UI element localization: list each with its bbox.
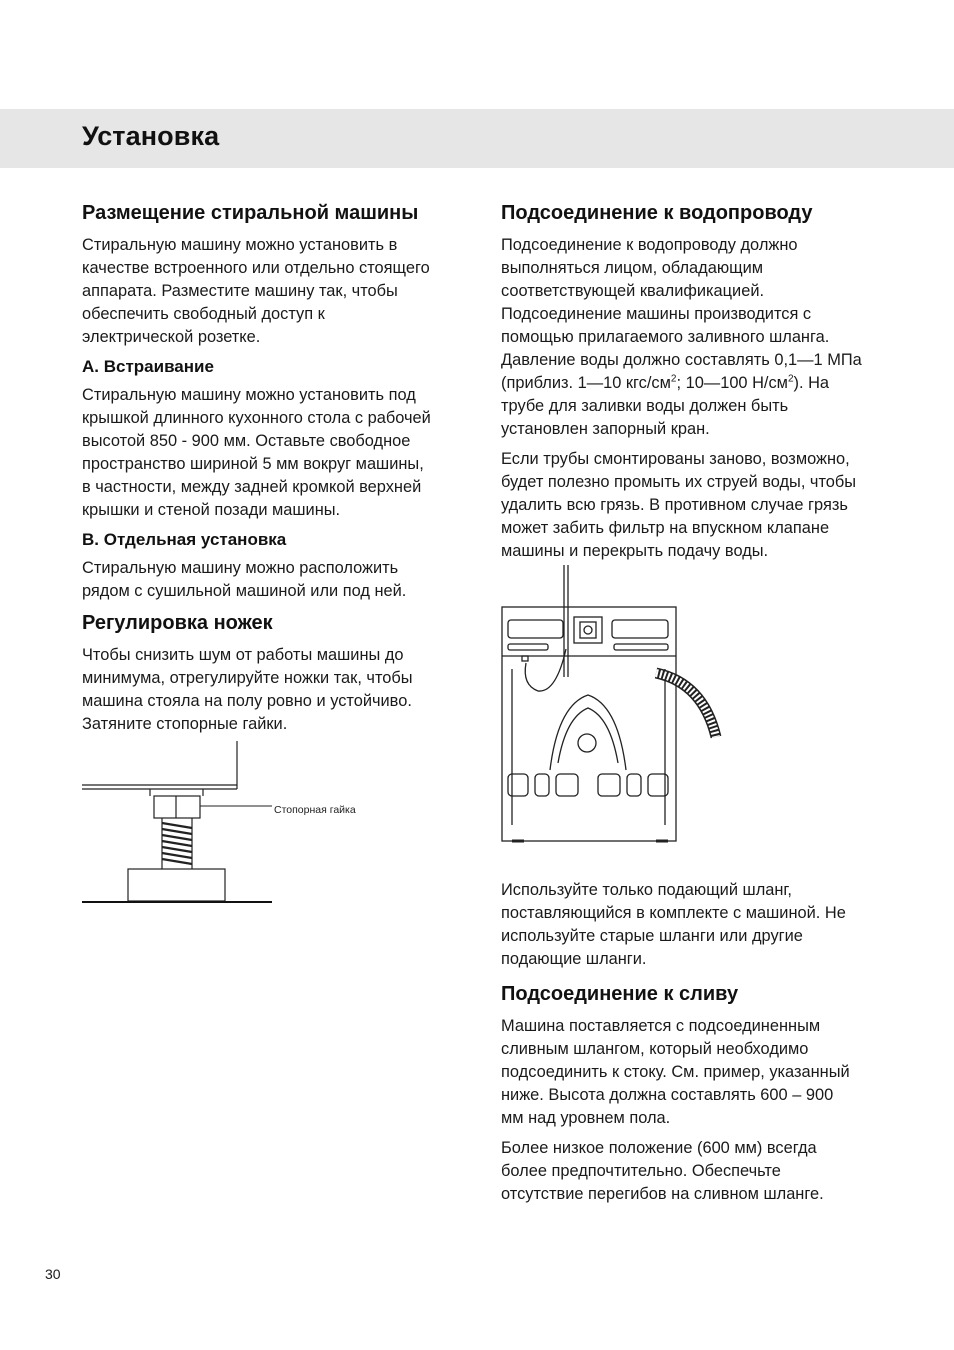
washing-machine-rear-diagram	[498, 565, 728, 850]
left-column	[82, 201, 462, 743]
water-p1-part1: Подсоединение к водопроводу должно выполняться лицом, обладающим соответствующей квалификацией. Подсоединение машины производится с помощью прилагаемого заливного шланга. Давление воды должно составлять 0,1—1 МПа (приблиз. 1—10 кгс/см	[501, 236, 862, 392]
feet-text: Чтобы снизить шум от работы машины до минимума, отрегулируйте ножки так, чтобы машина стояла на полу ровно и устойчиво. Затяните стопорные гайки.	[82, 646, 413, 733]
water-p1-part3: ). На трубе для заливки воды должен быть установлен запорный кран.	[501, 374, 830, 438]
builtin-heading: A. Встраивание	[82, 357, 214, 376]
freestanding-text: Стиральную машину можно расположить рядом с сушильной машиной или под ней.	[82, 559, 407, 600]
water-p1-part2: ; 10—100 Н/см	[676, 374, 788, 392]
placement-heading: Размещение стиральной машины	[82, 202, 419, 224]
drain-paragraph-1: Машина поставляется с подсоединенным сливным шлангом, который необходимо подсоединить к стоку. См. пример, указанный ниже. Высота должна составлять 600 – 900 мм над уровнем пола.	[501, 1017, 850, 1127]
water-paragraph-1	[501, 234, 881, 441]
drain-paragraph-2: Более низкое положение (600 мм) всегда более предпочтительно. Обеспечьте отсутствие перегибов на сливном шланге.	[501, 1139, 824, 1203]
water-p1-sup2: 2	[787, 373, 794, 385]
foot-adjustment-diagram	[80, 738, 380, 908]
drain-heading: Подсоединение к сливу	[501, 983, 739, 1005]
lock-nut-label: Стопорная гайка	[274, 804, 356, 816]
water-paragraph-3: Используйте только подающий шланг, поставляющийся в комплекте с машиной. Не используйте старые шланги или другие подающие шланги.	[501, 881, 846, 968]
water-p1-sup1: 2	[670, 373, 677, 385]
page-number: 30	[45, 1266, 61, 1282]
placement-intro: Стиральную машину можно установить в качестве встроенного или отдельно стоящего аппарата. Разместите машину так, чтобы обеспечить свободный доступ к электрической розетке.	[82, 236, 430, 346]
page-title: Установка	[82, 121, 220, 151]
water-paragraph-2: Если трубы смонтированы заново, возможно, будет полезно промыть их струей воды, чтобы удалить всю грязь. В противном случае грязь может забить фильтр на впускном клапане машины и перекрыть подачу воды.	[501, 450, 857, 560]
right-column	[501, 201, 881, 570]
freestanding-heading: B. Отдельная установка	[82, 530, 287, 549]
water-heading: Подсоединение к водопроводу	[501, 202, 813, 224]
feet-heading: Регулировка ножек	[82, 612, 273, 634]
builtin-text: Стиральную машину можно установить под крышкой длинного кухонного стола с рабочей высотой 850 - 900 мм. Оставьте свободное пространство шириной 5 мм вокруг машины, в частности, между задней кромкой верхней крышки и стеной позади машины.	[82, 386, 431, 519]
title-banner	[0, 109, 954, 168]
right-column-lower	[501, 879, 881, 1213]
